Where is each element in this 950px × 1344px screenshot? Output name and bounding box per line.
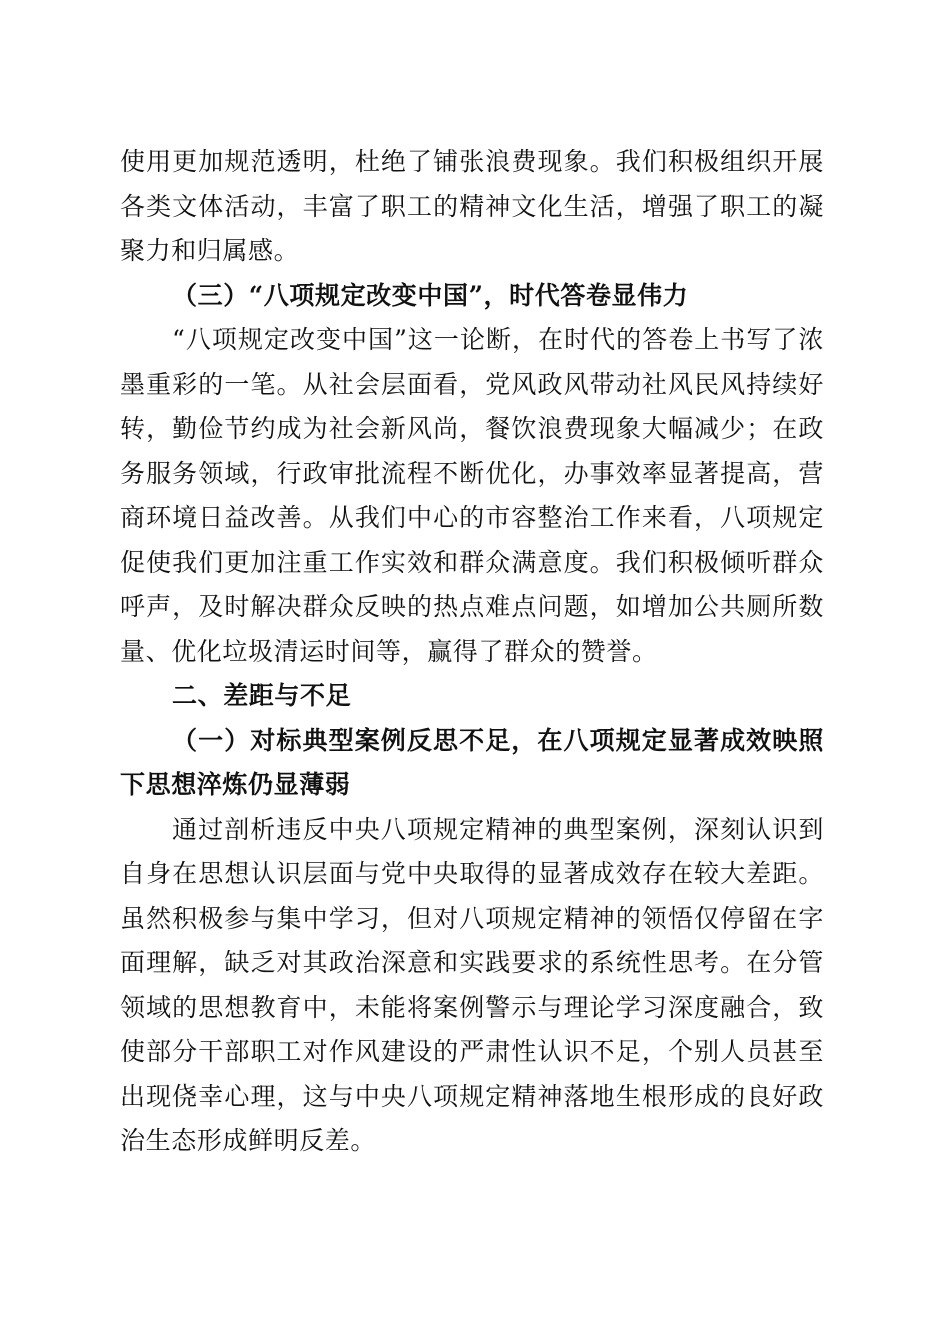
paragraph-case-reflection: 通过剖析违反中央八项规定精神的典型案例，深刻认识到自身在思想认识层面与党中央取得的显著成效存在较大差距。虽然积极参与集中学习，但对八项规定精神的领悟仅停留在字面理解，缺乏对其政治深意和实践要求的系统性思考。在分管领域的思想教育中，未能将案例警示与理论学习深度融合，致使部分干部职工对作风建设的严肃性认识不足，个别人员甚至出现侥幸心理，这与中央八项规定精神落地生根形成的良好政治生态形成鲜明反差。 bbox=[120, 814, 824, 1155]
subheading-section-three: （三）“八项规定改变中国”，时代答卷显伟力 bbox=[172, 280, 689, 310]
heading-gaps-and-shortcomings: 二、差距与不足 bbox=[172, 681, 352, 710]
paragraph-continued: 使用更加规范透明，杜绝了铺张浪费现象。我们积极组织开展各类文体活动，丰富了职工的精神文化生活，增强了职工的凝聚力和归属感。 bbox=[120, 147, 824, 265]
paragraph-eight-rules-change-china: “八项规定改变中国”这一论断，在时代的答卷上书写了浓墨重彩的一笔。从社会层面看，党风政风带动社风民风持续好转，勤俭节约成为社会新风尚，餐饮浪费现象大幅减少；在政务服务领域，行政审批流程不断优化，办事效率显著提高，营商环境日益改善。从我们中心的市容整治工作来看，八项规定促使我们更加注重工作实效和群众满意度。我们积极倾听群众呼声，及时解决群众反映的热点难点问题，如增加公共厕所数量、优化垃圾清运时间等，赢得了群众的赞誉。 bbox=[120, 325, 824, 666]
subheading-section-one: （一）对标典型案例反思不足，在八项规定显著成效映照下思想淬炼仍显薄弱 bbox=[120, 725, 824, 799]
document-body bbox=[120, 140, 824, 1164]
